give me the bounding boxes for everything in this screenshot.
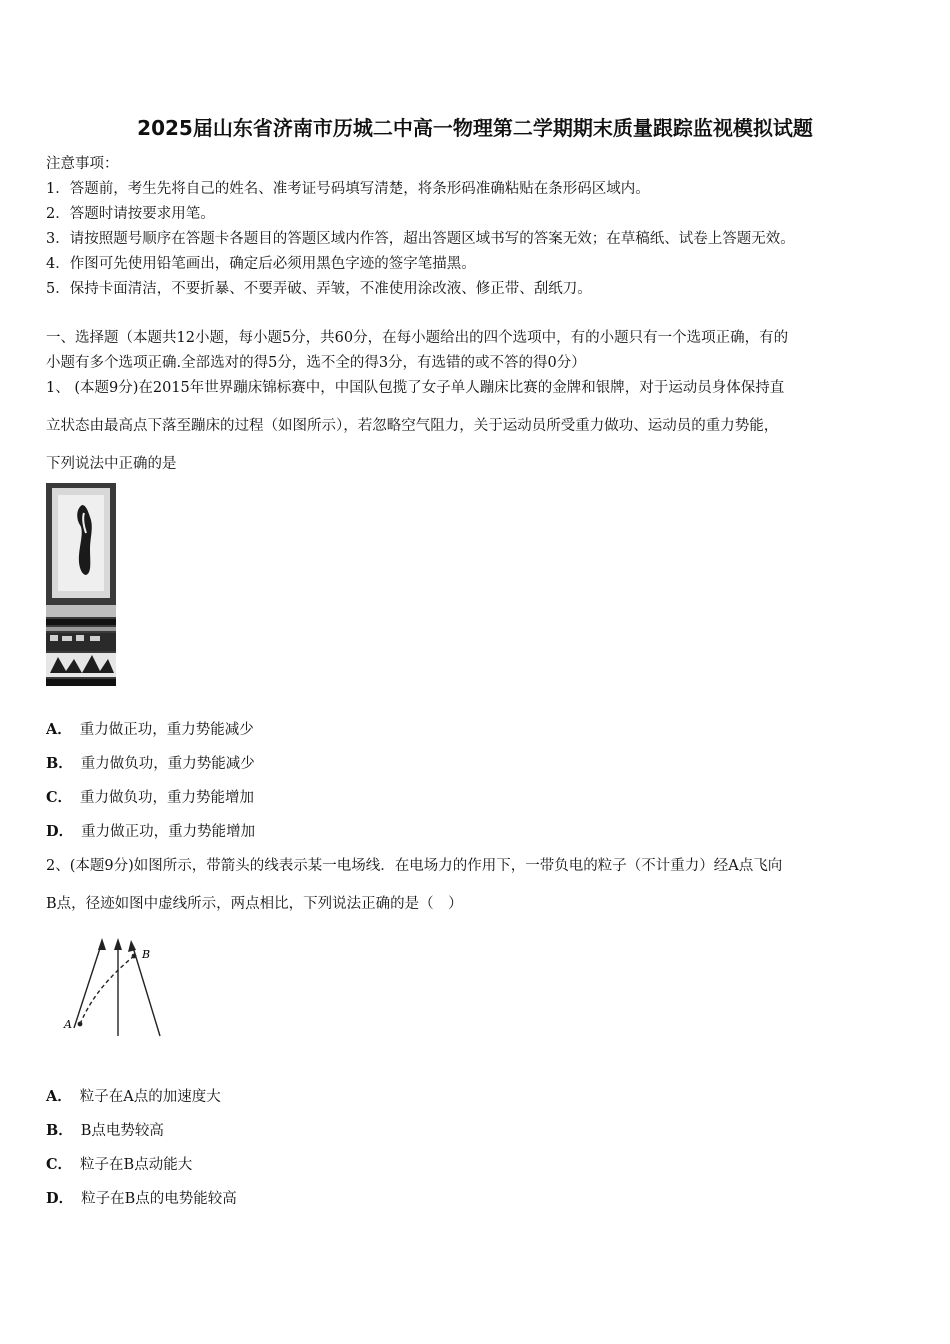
arrowhead	[98, 938, 106, 950]
electric-field-figure	[60, 932, 170, 1042]
option-text: B点电势较高	[80, 1123, 164, 1139]
point-b-marker	[132, 954, 137, 959]
trampoline-figure	[46, 483, 116, 686]
option-letter: B．	[46, 1122, 73, 1139]
section-instructions-cont: 小题有多个选项正确.全部选对的得5分，选不全的得3分，有选错的或不答的得0分）	[46, 355, 586, 371]
point-a-marker	[78, 1022, 83, 1027]
point-a-label: A	[64, 1018, 72, 1031]
notice-item: 5．保持卡面清洁，不要折暴、不要弄破、弄皱，不准使用涂改液、修正带、刮纸刀。	[46, 281, 592, 297]
option-letter: C．	[46, 1156, 73, 1173]
field-line	[74, 942, 102, 1028]
q1-option-d	[46, 820, 255, 841]
notice-item: 3．请按照题号顺序在答题卡各题目的答题区域内作答，超出答题区域书写的答案无效；在草稿纸、试卷上答题无效。	[46, 231, 795, 247]
arrowhead	[114, 938, 122, 950]
section-instructions: 一、选择题（本题共12小题，每小题5分，共60分，在每小题给出的四个选项中，有的小题只有一个选项正确，有的	[46, 330, 789, 346]
notice-item: 4．作图可先使用铅笔画出，确定后必须用黑色字迹的签字笔描黑。	[46, 256, 476, 272]
q2-option-c	[46, 1153, 192, 1174]
q1-stem-cont: 下列说法中正确的是	[46, 456, 177, 472]
option-letter: A．	[46, 721, 72, 738]
option-text: 重力做负功，重力势能增加	[80, 790, 255, 806]
option-text: 粒子在B点动能大	[80, 1157, 193, 1173]
option-letter: D．	[46, 823, 74, 840]
option-text: 粒子在B点的电势能较高	[81, 1191, 237, 1207]
point-b-label: B	[142, 948, 151, 961]
q1-option-b	[46, 752, 255, 773]
option-letter: B．	[46, 755, 73, 772]
particle-path	[80, 956, 134, 1024]
notice-heading: 注意事项：	[46, 156, 119, 172]
notice-item: 1．答题前，考生先将自己的姓名、准考证号码填写清楚，将条形码准确粘贴在条形码区域内。	[46, 181, 650, 197]
q2-option-b	[46, 1119, 164, 1140]
option-text: 重力做正功，重力势能增加	[81, 824, 256, 840]
option-text: 粒子在A点的加速度大	[79, 1089, 221, 1105]
q1-option-c	[46, 786, 254, 807]
q1-stem: 1、 (本题9分)在2015年世界蹦床锦标赛中，中国队包揽了女子单人蹦床比赛的金牌和银牌，对于运动员身体保持直	[46, 380, 785, 396]
option-letter: C．	[46, 789, 73, 806]
option-text: 重力做负功，重力势能减少	[80, 756, 255, 772]
option-letter: D．	[46, 1190, 74, 1207]
q2-option-d	[46, 1187, 237, 1208]
option-letter: A．	[46, 1088, 72, 1105]
arrowhead	[128, 940, 136, 952]
q2-stem-cont: B点，径迹如图中虚线所示，两点相比，下列说法正确的是（ ）	[46, 896, 463, 912]
q2-option-a	[46, 1085, 221, 1106]
page-title: 2025届山东省济南市历城二中高一物理第二学期期末质量跟踪监视模拟试题	[137, 116, 813, 140]
option-text: 重力做正功，重力势能减少	[79, 722, 254, 738]
q1-option-a	[46, 718, 254, 739]
q1-stem-cont: 立状态由最高点下落至蹦床的过程（如图所示），若忽略空气阻力，关于运动员所受重力做功、运动员的重力势能，	[46, 418, 779, 434]
q2-stem: 2、(本题9分)如图所示，带箭头的线表示某一电场线．在电场力的作用下，一带负电的粒子（不计重力）经A点飞向	[46, 858, 783, 874]
notice-item: 2．答题时请按要求用笔。	[46, 206, 215, 222]
